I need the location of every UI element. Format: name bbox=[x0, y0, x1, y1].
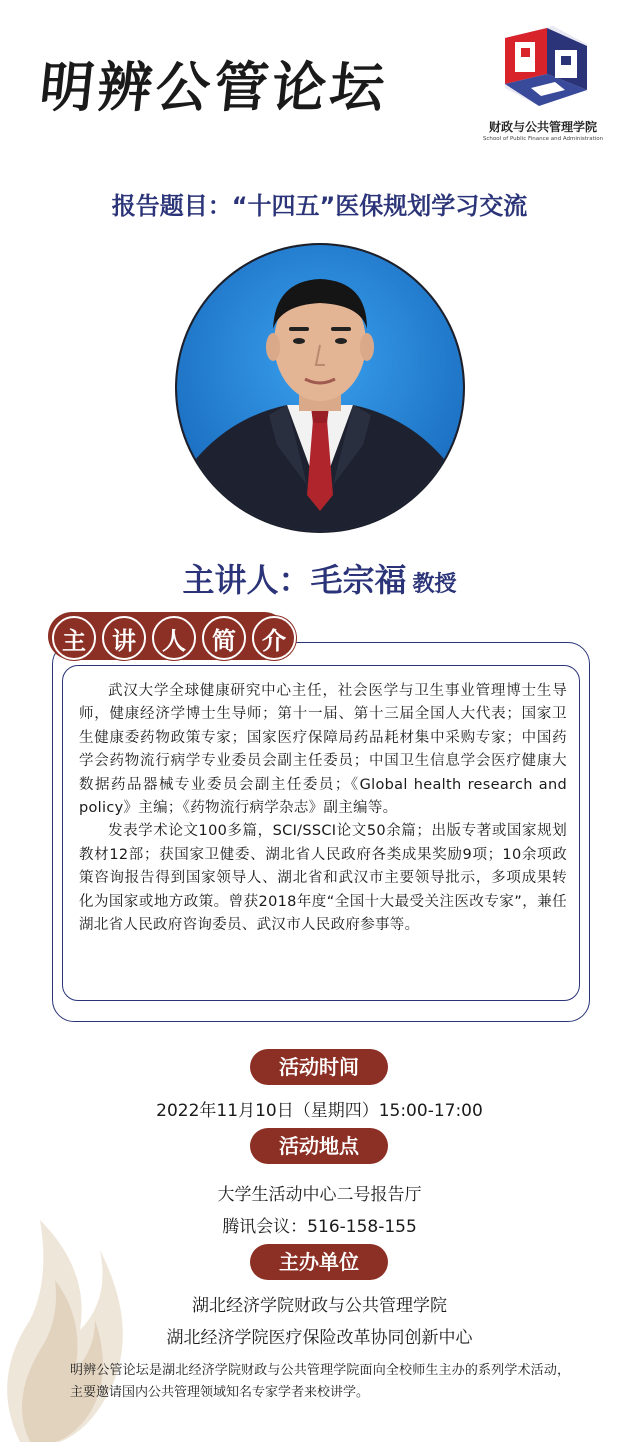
school-logo bbox=[478, 18, 608, 142]
topic-text: “十四五”医保规划学习交流 bbox=[231, 192, 528, 220]
host-2: 湖北经济学院医疗保险改革协同创新中心 bbox=[166, 1328, 473, 1348]
bio-paragraph-1: 武汉大学全球健康研究中心主任，社会医学与卫生事业管理博士生导师，健康经济学博士生导师；第十一届、第十三届全国人大代表；国家卫生健康委药物政策专家；国家医疗保障局药品耗材集中采购专家；中国药学会药物流行病学专业委员会副主任委员；中国卫生信息学会医疗健康大数据药品器械专业委员会副主任委员；《Global health research and policy》主编；《药物流行病学杂志》副主编等。 bbox=[79, 683, 567, 817]
host-label: 主办单位 bbox=[250, 1244, 388, 1280]
forum-title: 明辨公管论坛 bbox=[36, 55, 392, 119]
bio-paragraph-2: 发表学术论文100多篇，SCI/SSCI论文50余篇；出版专著或国家规划教材12部；获国家卫健委、湖北省人民政府各类成果奖励9项；10余项政策咨询报告得到国家领导人、湖北省和武汉市主要领导批示，多项成果转化为国家或地方政策。曾获2018年度“全国十大最受关注医改专家”，兼任湖北省人民政府咨询委员、武汉市人民政府参事等。 bbox=[79, 823, 567, 934]
meeting-value: 腾讯会议：516-158-155 bbox=[222, 1217, 417, 1237]
place-label: 活动地点 bbox=[250, 1128, 388, 1164]
logo-name-en: School of Public Finance and Administration bbox=[482, 136, 604, 142]
bio-heading-char: 主 bbox=[52, 616, 96, 660]
time-value: 2022年11月10日（星期四）15:00-17:00 bbox=[156, 1101, 483, 1121]
topic-label: 报告题目： bbox=[111, 192, 232, 220]
speaker-title: 教授 bbox=[412, 572, 457, 597]
report-topic bbox=[0, 186, 639, 221]
bio-heading-char: 介 bbox=[252, 616, 296, 660]
host-1: 湖北经济学院财政与公共管理学院 bbox=[192, 1296, 447, 1316]
bio-heading bbox=[52, 616, 302, 664]
logo-name-cn: 财政与公共管理学院 bbox=[488, 120, 597, 134]
speaker-portrait bbox=[175, 243, 465, 533]
place-value: 大学生活动中心二号报告厅 bbox=[217, 1185, 422, 1205]
bio-heading-char: 讲 bbox=[102, 616, 146, 660]
bio-frame-inner bbox=[62, 665, 580, 1001]
footer-note: 明辨公管论坛是湖北经济学院财政与公共管理学院面向全校师生主办的系列学术活动，主要邀请国内公共管理领域知名专家学者来校讲学。 bbox=[70, 1363, 570, 1400]
school-logo-icon bbox=[495, 18, 591, 114]
speaker-line bbox=[0, 555, 639, 601]
speaker-label: 主讲人： bbox=[182, 561, 311, 599]
bio-heading-char: 人 bbox=[152, 616, 196, 660]
speaker-name: 毛宗福 bbox=[310, 561, 407, 599]
time-label: 活动时间 bbox=[250, 1049, 388, 1085]
bio-heading-char: 简 bbox=[202, 616, 246, 660]
